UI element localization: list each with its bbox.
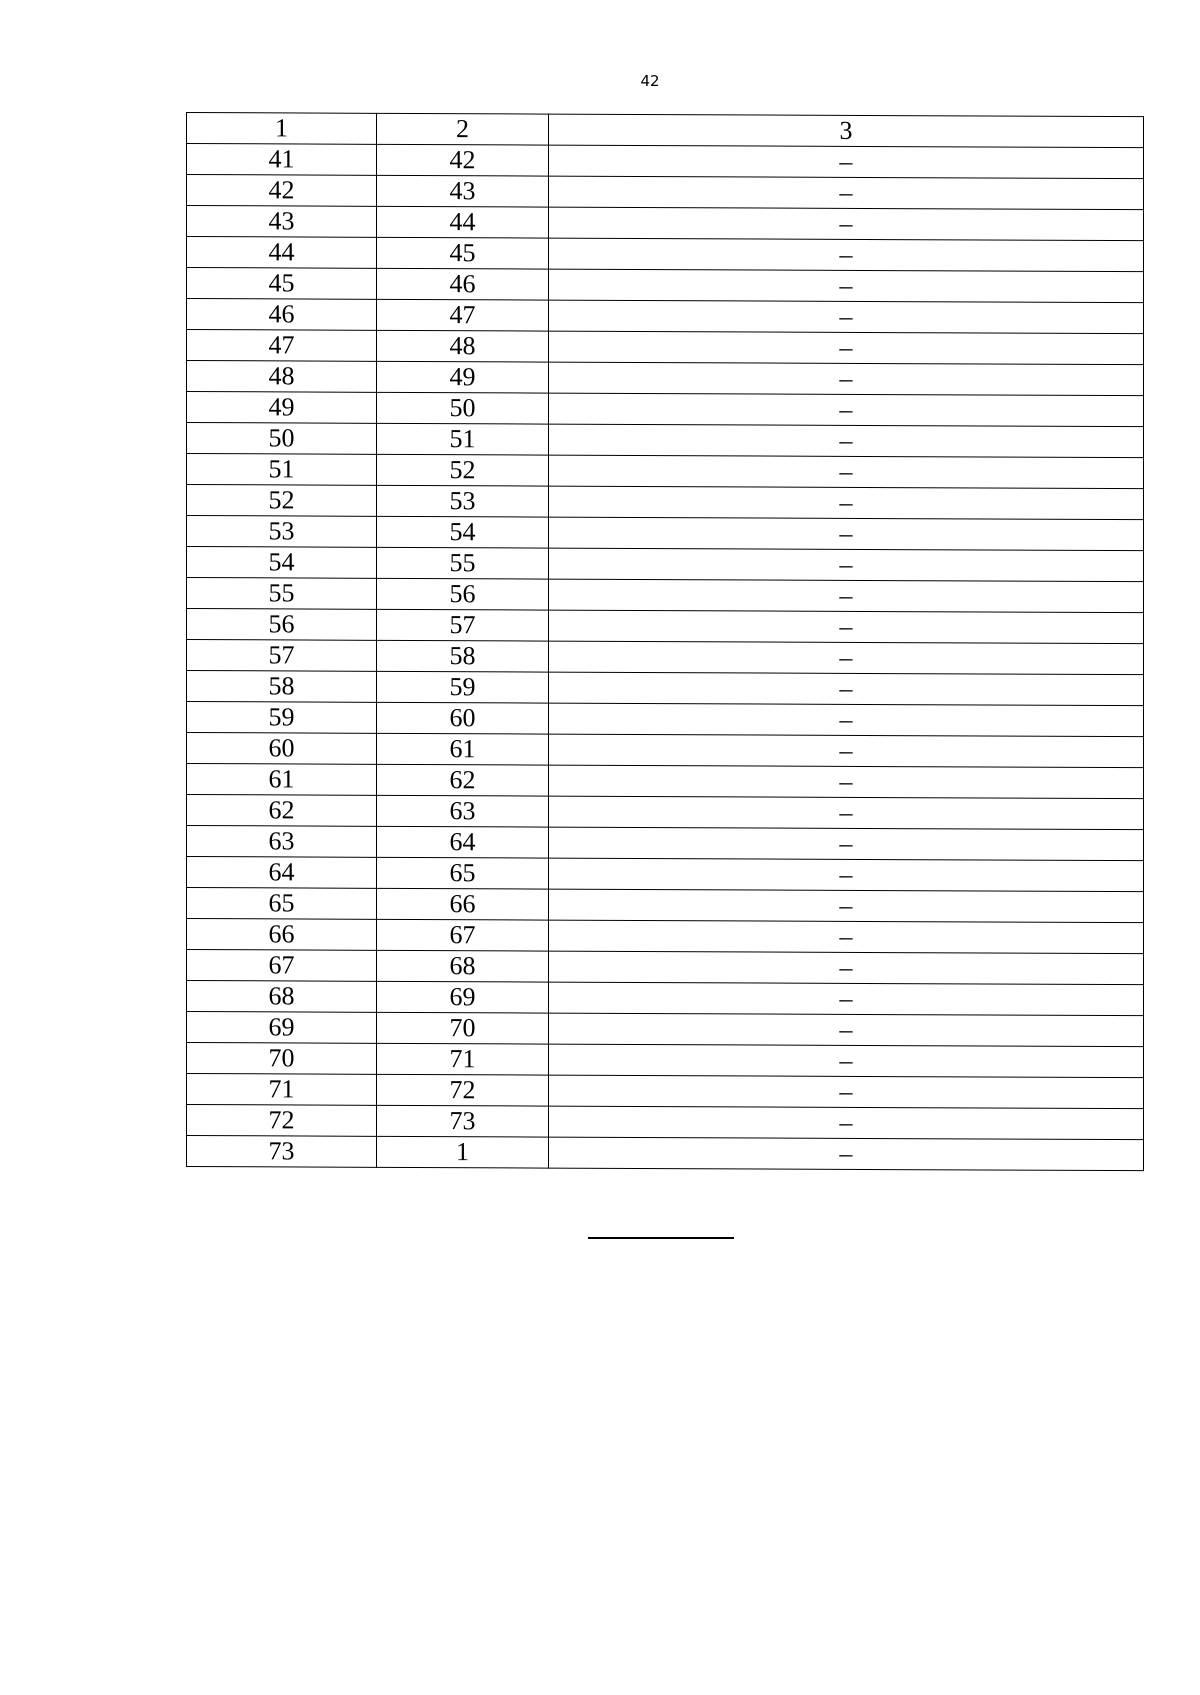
- table-cell-col1: 55: [187, 578, 377, 610]
- table-cell-col2: 54: [377, 516, 549, 548]
- table-cell-col1: 42: [187, 175, 377, 207]
- table-cell-col2: 70: [377, 1012, 549, 1044]
- page-number: 42: [640, 72, 660, 90]
- table-header-row: [187, 113, 1144, 148]
- table-cell-col2: 46: [377, 268, 549, 300]
- table-cell-col3: –: [549, 982, 1144, 1016]
- table-cell-col2: 73: [377, 1105, 549, 1137]
- table-cell-col2: 49: [377, 361, 549, 393]
- table-cell-col3: –: [549, 672, 1144, 706]
- table-cell-col1: 66: [187, 919, 377, 951]
- table-cell-col2: 47: [377, 299, 549, 331]
- table-row: [187, 1012, 1144, 1047]
- table-cell-col1: 56: [187, 609, 377, 641]
- table-cell-col2: 61: [377, 733, 549, 765]
- table-cell-col3: –: [549, 1137, 1144, 1171]
- table-row: [187, 888, 1144, 923]
- table-row: [187, 609, 1144, 644]
- table-cell-col3: –: [549, 1075, 1144, 1109]
- table-cell-col2: 48: [377, 330, 549, 362]
- table-row: [187, 826, 1144, 861]
- table-row: [187, 671, 1144, 706]
- table-row: [187, 268, 1144, 303]
- table-cell-col3: –: [549, 300, 1144, 334]
- table-cell-col1: 73: [187, 1136, 377, 1168]
- table-cell-col3: –: [549, 393, 1144, 427]
- table-cell-col3: –: [549, 176, 1144, 210]
- table-row: [187, 702, 1144, 737]
- table-cell-col2: 43: [377, 175, 549, 207]
- table-cell-col3: –: [549, 734, 1144, 768]
- table-cell-col1: 69: [187, 1012, 377, 1044]
- table-cell-col1: 64: [187, 857, 377, 889]
- table-cell-col3: –: [549, 796, 1144, 830]
- table-row: [187, 516, 1144, 551]
- table-cell-col1: 44: [187, 237, 377, 269]
- data-table-container: [186, 112, 1144, 1171]
- table-cell-col3: –: [549, 703, 1144, 737]
- table-row: [187, 547, 1144, 582]
- table-cell-col3: –: [549, 579, 1144, 613]
- table-cell-col3: –: [549, 517, 1144, 551]
- table-cell-col1: 70: [187, 1043, 377, 1075]
- table-row: [187, 330, 1144, 365]
- table-row: [187, 857, 1144, 892]
- table-cell-col1: 61: [187, 764, 377, 796]
- table-row: [187, 361, 1144, 396]
- table-row: [187, 485, 1144, 520]
- table-cell-col2: 57: [377, 609, 549, 641]
- table-row: [187, 981, 1144, 1016]
- table-row: [187, 640, 1144, 675]
- table-row: [187, 764, 1144, 799]
- column-header-2: 2: [377, 113, 549, 145]
- table-cell-col3: –: [549, 207, 1144, 241]
- table-cell-col2: 71: [377, 1043, 549, 1075]
- table-cell-col1: 46: [187, 299, 377, 331]
- table-cell-col2: 51: [377, 423, 549, 455]
- table-cell-col2: 62: [377, 764, 549, 796]
- table-cell-col2: 56: [377, 578, 549, 610]
- table-cell-col2: 45: [377, 237, 549, 269]
- table-cell-col2: 66: [377, 888, 549, 920]
- table-cell-col3: –: [549, 548, 1144, 582]
- table-row: [187, 578, 1144, 613]
- table-cell-col1: 54: [187, 547, 377, 579]
- table-cell-col1: 48: [187, 361, 377, 393]
- table-cell-col2: 60: [377, 702, 549, 734]
- table-cell-col1: 68: [187, 981, 377, 1013]
- data-table: [186, 112, 1144, 1171]
- table-cell-col3: –: [549, 145, 1144, 179]
- table-cell-col2: 59: [377, 671, 549, 703]
- table-cell-col1: 60: [187, 733, 377, 765]
- table-cell-col2: 58: [377, 640, 549, 672]
- table-row: [187, 299, 1144, 334]
- table-cell-col3: –: [549, 951, 1144, 985]
- column-header-1: 1: [187, 113, 377, 145]
- table-row: [187, 454, 1144, 489]
- table-cell-col3: –: [549, 765, 1144, 799]
- table-cell-col1: 43: [187, 206, 377, 238]
- table-row: [187, 795, 1144, 830]
- table-row: [187, 423, 1144, 458]
- table-cell-col1: 65: [187, 888, 377, 920]
- table-cell-col1: 72: [187, 1105, 377, 1137]
- table-cell-col1: 41: [187, 144, 377, 176]
- table-row: [187, 919, 1144, 954]
- table-cell-col2: 69: [377, 981, 549, 1013]
- table-row: [187, 1105, 1144, 1140]
- table-row: [187, 950, 1144, 985]
- table-cell-col3: –: [549, 486, 1144, 520]
- table-row: [187, 733, 1144, 768]
- table-row: [187, 237, 1144, 272]
- table-cell-col2: 44: [377, 206, 549, 238]
- table-cell-col3: –: [549, 1106, 1144, 1140]
- table-cell-col2: 53: [377, 485, 549, 517]
- table-cell-col3: –: [549, 269, 1144, 303]
- table-cell-col3: –: [549, 610, 1144, 644]
- table-cell-col1: 67: [187, 950, 377, 982]
- table-cell-col2: 52: [377, 454, 549, 486]
- table-cell-col2: 68: [377, 950, 549, 982]
- table-cell-col1: 50: [187, 423, 377, 455]
- table-cell-col1: 62: [187, 795, 377, 827]
- table-cell-col2: 42: [377, 144, 549, 176]
- table-cell-col2: 1: [377, 1136, 549, 1168]
- table-cell-col1: 63: [187, 826, 377, 858]
- table-cell-col2: 55: [377, 547, 549, 579]
- table-cell-col2: 50: [377, 392, 549, 424]
- table-row: [187, 1074, 1144, 1109]
- table-cell-col1: 53: [187, 516, 377, 548]
- table-cell-col2: 64: [377, 826, 549, 858]
- end-rule-divider: [588, 1237, 734, 1239]
- table-cell-col3: –: [549, 889, 1144, 923]
- table-cell-col3: –: [549, 1044, 1144, 1078]
- table-cell-col3: –: [549, 858, 1144, 892]
- table-cell-col1: 58: [187, 671, 377, 703]
- table-cell-col3: –: [549, 362, 1144, 396]
- table-cell-col3: –: [549, 827, 1144, 861]
- table-cell-col2: 65: [377, 857, 549, 889]
- table-cell-col3: –: [549, 331, 1144, 365]
- table-cell-col1: 57: [187, 640, 377, 672]
- table-cell-col3: –: [549, 424, 1144, 458]
- table-cell-col1: 49: [187, 392, 377, 424]
- table-cell-col1: 71: [187, 1074, 377, 1106]
- table-cell-col2: 67: [377, 919, 549, 951]
- table-cell-col3: –: [549, 238, 1144, 272]
- table-body: [187, 144, 1144, 1171]
- table-cell-col3: –: [549, 641, 1144, 675]
- table-cell-col1: 45: [187, 268, 377, 300]
- table-cell-col1: 51: [187, 454, 377, 486]
- column-header-3: 3: [549, 114, 1144, 148]
- table-cell-col3: –: [549, 455, 1144, 489]
- table-row: [187, 392, 1144, 427]
- table-row: [187, 1043, 1144, 1078]
- table-cell-col3: –: [549, 920, 1144, 954]
- table-row: [187, 175, 1144, 210]
- table-row: [187, 1136, 1144, 1171]
- table-cell-col1: 52: [187, 485, 377, 517]
- table-cell-col1: 47: [187, 330, 377, 362]
- table-cell-col3: –: [549, 1013, 1144, 1047]
- table-cell-col2: 72: [377, 1074, 549, 1106]
- table-row: [187, 144, 1144, 179]
- table-row: [187, 206, 1144, 241]
- table-cell-col2: 63: [377, 795, 549, 827]
- table-cell-col1: 59: [187, 702, 377, 734]
